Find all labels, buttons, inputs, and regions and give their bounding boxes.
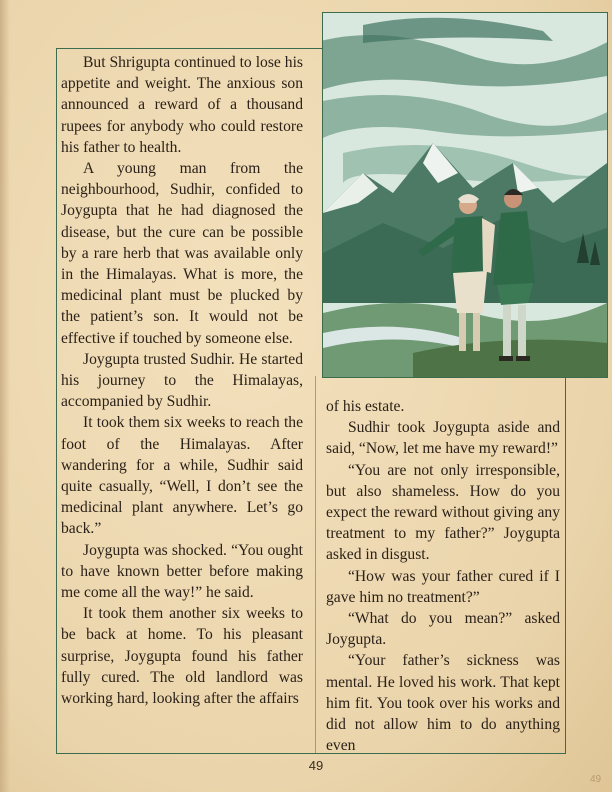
- story-illustration: [322, 12, 608, 378]
- paragraph: Joygupta was shocked. “You ought to have known better before making me come all the way!” he said.: [61, 541, 303, 602]
- illustration-scene: [323, 13, 607, 377]
- paragraph: It took them another six weeks to be back at home. To his pleasant surprise, Joygupta found his father fully cured. The old landlord was working hard, looking after the affairs: [61, 605, 303, 708]
- paragraph: But Shrigupta continued to lose his appetite and weight. The anxious son announced a reward of a thousand rupees for anybody who could restore his father to health.: [61, 54, 303, 156]
- paragraph: “What do you mean?” asked Joygupta.: [326, 610, 560, 649]
- corner-page-mark: 49: [590, 774, 602, 785]
- paragraph: Sudhir took Joygupta aside and said, “Now, let me have my reward!”: [326, 419, 560, 458]
- top-rule: [56, 48, 322, 49]
- right-column: [326, 396, 560, 756]
- page-edge-shadow: [0, 0, 10, 792]
- paragraph: “Your father’s sickness was mental. He loved his work. That kept him fit. You took over his works and did not allow him to do anything even: [326, 652, 560, 755]
- left-column-rule: [56, 48, 57, 754]
- right-rule: [565, 376, 566, 754]
- paragraph-continuation: of his estate.: [326, 398, 405, 415]
- paragraph: A young man from the neighbourhood, Sudhir, confided to Joygupta that he had diagnosed the disease, but the cure can be possible by a rare herb that was available only in the Himalayas. What is more, the medicinal plant must be plucked by the patient’s son. It would not be effective if touched by someone else.: [61, 160, 303, 347]
- column-divider: [315, 376, 316, 754]
- paragraph: Joygupta trusted Sudhir. He started his journey to the Himalayas, accompanied by Sudhir.: [61, 350, 303, 411]
- paragraph: “How was your father cured if I gave him no treatment?”: [326, 567, 560, 606]
- left-column: [61, 52, 303, 709]
- paragraph: It took them six weeks to reach the foot of the Himalayas. After wandering for a while, Sudhir said quite casually, “Well, I don’t see the medicinal plant anywhere. Let’s go back.”: [61, 414, 303, 538]
- page-number: 49: [308, 758, 324, 773]
- paragraph: “You are not only irresponsible, but also shameless. How do you expect the reward without giving any treatment to my father?” Joygupta asked in disgust.: [326, 461, 560, 564]
